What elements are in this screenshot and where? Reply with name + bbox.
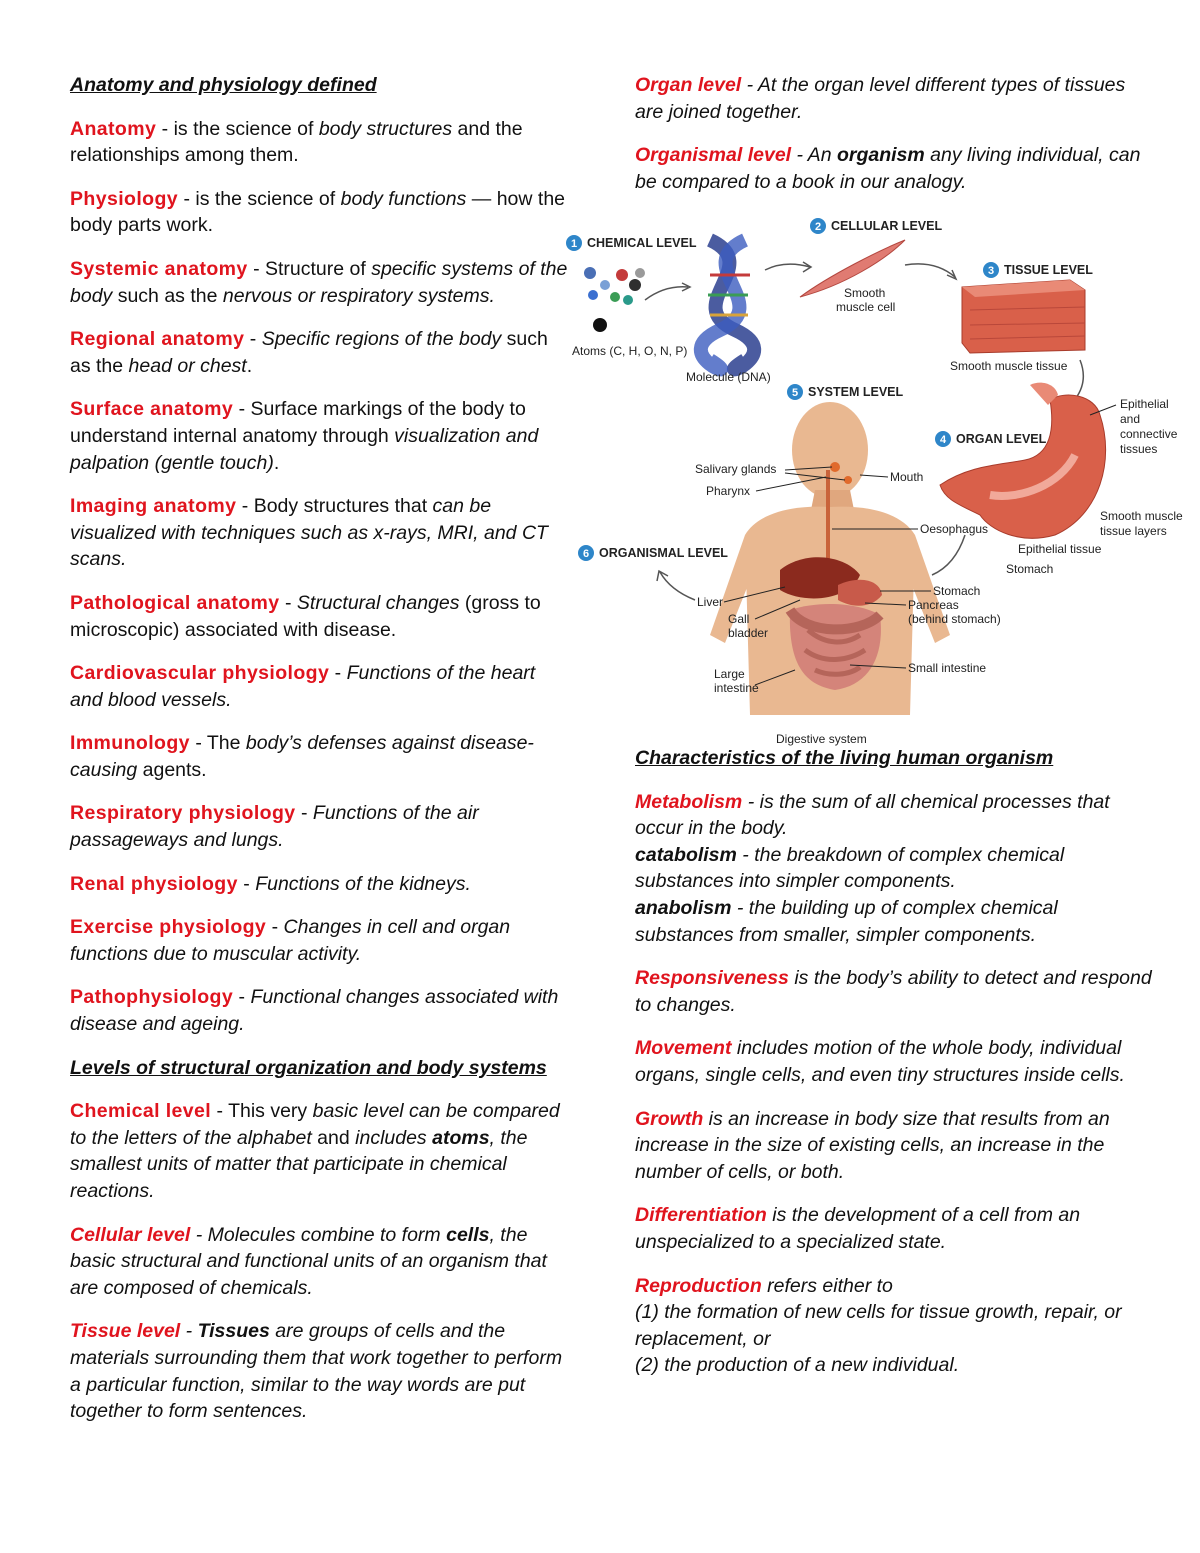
definition-movement: Movement includes motion of the whole body, individual organs, single cells, and even tiny structures inside cells. — [635, 1037, 1125, 1086]
definition-differentiation: Differentiation is the development of a cell from an unspecialized to a specialized state. — [635, 1204, 1081, 1253]
svg-text:Liver: Liver — [697, 595, 724, 609]
svg-text:4: 4 — [939, 434, 947, 446]
stomach-organ-label: Stomach — [1006, 562, 1054, 576]
svg-text:ORGANISMAL LEVEL: ORGANISMAL LEVEL — [599, 546, 728, 560]
svg-text:Pharynx: Pharynx — [706, 484, 751, 498]
definition-cellular-level: Cellular level - Molecules combine to form cells, the basic structural and functional units of an organism that are composed of chemicals. — [70, 1223, 547, 1299]
section-heading: Characteristics of the living human organism — [635, 747, 1054, 769]
definition-pathological-anatomy: Pathological anatomy - Structural changes (gross to microscopic) associated with disease. — [70, 591, 541, 641]
organismal-level-label — [578, 545, 728, 561]
svg-text:Pancreas: Pancreas — [908, 598, 959, 612]
epithelial-tissue-label: Epithelial tissue — [1018, 542, 1102, 556]
definition-responsiveness: Responsiveness is the body’s ability to detect and respond to changes. — [635, 967, 1152, 1016]
svg-text:CELLULAR LEVEL: CELLULAR LEVEL — [831, 219, 943, 233]
cellular-level-label — [810, 218, 942, 234]
reproduction-item-2: (2) the production of a new individual. — [635, 1354, 960, 1377]
svg-text:CHEMICAL LEVEL: CHEMICAL LEVEL — [587, 236, 697, 250]
smooth-muscle-tissue-illustration — [950, 280, 1085, 373]
right-column — [635, 72, 1155, 212]
svg-text:ORGAN LEVEL: ORGAN LEVEL — [956, 432, 1047, 446]
definition-renal-physiology: Renal physiology - Functions of the kidneys. — [70, 872, 471, 895]
definition-systemic-anatomy: Systemic anatomy - Structure of specific systems of the body such as the nervous or respiratory systems. — [70, 257, 568, 307]
svg-text:Stomach: Stomach — [933, 584, 981, 598]
smooth-muscle-tissue-label: Smooth muscle tissue — [950, 359, 1068, 373]
definition-chemical-level: Chemical level - This very basic level can be compared to the letters of the alphabet and includes atoms, the smallest units of matter that participate in chemical reactions. — [70, 1100, 560, 1202]
svg-text:and: and — [1120, 412, 1141, 426]
characteristics-section — [635, 745, 1155, 1379]
smooth-muscle-layers-label — [1100, 509, 1183, 538]
definition-anabolism: anabolism - the building up of complex chemical substances from smaller, simpler components. — [635, 896, 1058, 946]
svg-text:3: 3 — [987, 265, 995, 277]
section-heading: Anatomy and physiology defined — [70, 74, 377, 96]
definition-metabolism: Metabolism - is the sum of all chemical processes that occur in the body. — [635, 790, 1110, 840]
svg-text:Epithelial: Epithelial — [1120, 397, 1169, 411]
definition-tissue-level: Tissue level - Tissues are groups of cells and the materials surrounding them that work together to perform a particular function, similar to the way words are put together to form sentences. — [70, 1320, 563, 1423]
svg-text:muscle cell: muscle cell — [836, 300, 896, 314]
svg-text:intestine: intestine — [714, 681, 759, 695]
svg-text:6: 6 — [582, 548, 590, 560]
svg-text:SYSTEM LEVEL: SYSTEM LEVEL — [808, 385, 904, 399]
definition-growth: Growth is an increase in body size that results from an increase in the size of existing cells, an increase in the number of cells, or both. — [635, 1107, 1110, 1183]
definition-anatomy: Anatomy - is the science of body structures and the relationships among them. — [70, 117, 523, 167]
definition-physiology: Physiology - is the science of body functions — how the body parts work. — [70, 187, 566, 237]
svg-text:TISSUE LEVEL: TISSUE LEVEL — [1004, 263, 1093, 277]
svg-text:Gall: Gall — [728, 612, 750, 626]
definition-pathophysiology: Pathophysiology - Functional changes associated with disease and ageing. — [70, 986, 559, 1036]
svg-text:Oesophagus: Oesophagus — [920, 522, 989, 536]
levels-of-organization-figure — [560, 215, 1200, 750]
molecule-label: Molecule (DNA) — [686, 370, 771, 384]
reproduction-item-1: (1) the formation of new cells for tissue growth, repair, or replacement, or — [635, 1301, 1122, 1350]
svg-text:5: 5 — [791, 387, 799, 399]
definition-immunology: Immunology - The body’s defenses against disease-causing agents. — [70, 732, 534, 781]
left-column — [70, 72, 570, 1442]
svg-text:Smooth muscle: Smooth muscle — [1100, 509, 1183, 523]
svg-text:Small intestine: Small intestine — [908, 661, 987, 675]
stomach-organ-illustration — [940, 383, 1106, 539]
definition-exercise-physiology: Exercise physiology - Changes in cell and organ functions due to muscular activity. — [70, 916, 511, 965]
definition-imaging-anatomy: Imaging anatomy - Body structures that can be visualized with techniques such as x-rays, MRI, and CT scans. — [70, 495, 548, 571]
dna-molecule-illustration — [686, 240, 771, 384]
svg-text:Mouth: Mouth — [890, 470, 924, 484]
section-heading: Levels of structural organization and body systems — [70, 1056, 547, 1079]
tissue-level-label — [983, 262, 1093, 278]
svg-text:(behind stomach): (behind stomach) — [908, 612, 1001, 626]
definition-regional-anatomy: Regional anatomy - Specific regions of the body such as the head or chest. — [70, 328, 548, 377]
svg-text:tissue layers: tissue layers — [1100, 524, 1167, 538]
definition-catabolism: catabolism - the breakdown of complex chemical substances into simpler components. — [635, 843, 1065, 893]
atoms-illustration — [572, 267, 687, 358]
atoms-label: Atoms (C, H, O, N, P) — [572, 344, 688, 358]
svg-text:2: 2 — [814, 221, 822, 233]
svg-text:Smooth: Smooth — [844, 286, 886, 300]
svg-text:bladder: bladder — [728, 626, 769, 640]
definition-cardiovascular-physiology: Cardiovascular physiology - Functions of the heart and blood vessels. — [70, 662, 536, 711]
definition-respiratory-physiology: Respiratory physiology - Functions of the air passageways and lungs. — [70, 802, 479, 852]
definition-reproduction: Reproduction refers either to — [635, 1274, 893, 1297]
system-level-label — [787, 384, 904, 400]
definition-surface-anatomy: Surface anatomy - Surface markings of the body to understand internal anatomy through visualization and palpation (gentle touch). — [70, 398, 539, 474]
definition-organismal-level: Organismal level - An organism any living individual, can be compared to a book in our analogy. — [635, 144, 1141, 193]
definition-organ-level: Organ level - At the organ level different types of tissues are joined together. — [635, 74, 1126, 123]
svg-text:tissues: tissues — [1120, 442, 1158, 456]
svg-text:1: 1 — [570, 238, 578, 250]
chemical-level-label — [566, 235, 697, 251]
svg-text:Salivary glands: Salivary glands — [695, 462, 777, 476]
svg-text:connective: connective — [1120, 427, 1178, 441]
organ-level-label — [935, 431, 1047, 447]
svg-text:Large: Large — [714, 667, 745, 681]
smooth-muscle-cell-illustration — [800, 240, 905, 314]
digestive-system-label: Digestive system — [776, 732, 867, 746]
